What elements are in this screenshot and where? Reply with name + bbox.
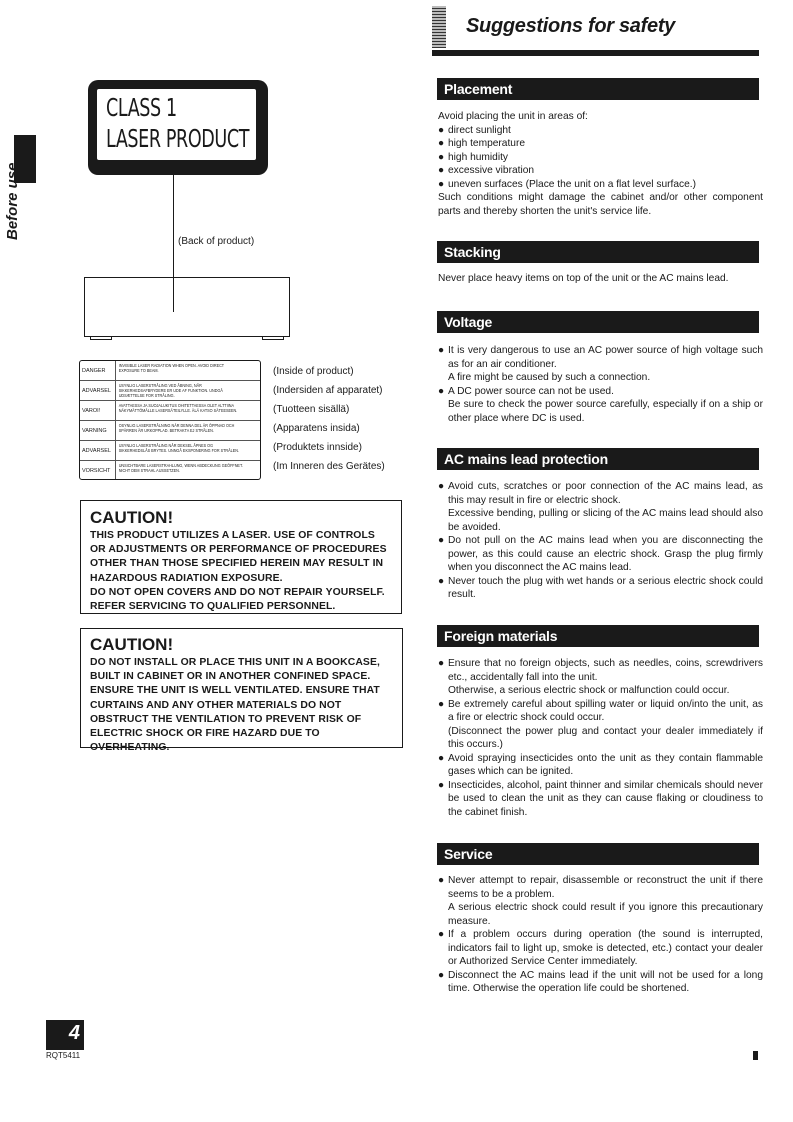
list-item: ● high temperature (438, 138, 526, 149)
list-item: ● Insecticides, alcohol, paint thinner and similar chemicals should never be used to clean the unit as they can cause flaking or cloudiness to the cabinet finish. (438, 779, 763, 818)
warning-caption: (Tuotteen sisällä) (273, 404, 350, 415)
warning-row (80, 441, 260, 461)
caution-body (90, 656, 394, 755)
caution-line: OTHER THAN THOSE SPECIFIED HEREIN MAY RESULT IN (90, 558, 384, 570)
bullet-icon: ● (438, 658, 445, 669)
warning-captions (273, 362, 385, 476)
list-item: ● A DC power source can not be used. (438, 385, 614, 397)
list-item: ● uneven surfaces (Place the unit on a flat level surface.) (438, 178, 697, 190)
list-item-note: Be sure to check the power source carefully, especially if on a ship or other place where DC is used. (448, 399, 763, 424)
list-item: ● high humidity (438, 151, 509, 163)
product-foot-left (90, 336, 112, 340)
caution-line: THIS PRODUCT UTILIZES A LASER. USE OF CONTROLS (90, 530, 375, 541)
bullet-icon: ● (438, 535, 445, 546)
laser-class-line1: CLASS 1 (106, 93, 177, 122)
placement-outro: Such conditions might damage the cabinet and/or other component parts and thereby shorten the unit's service life. (438, 192, 763, 217)
caution-line: ENSURE THE UNIT IS WELL VENTILATED. ENSURE THAT (90, 685, 380, 697)
caution-line: DO NOT INSTALL OR PLACE THIS UNIT IN A BOOKCASE, (90, 657, 380, 668)
bullet-icon: ● (438, 698, 445, 710)
list-item: ● Be extremely careful about spilling water or liquid on/into the unit, as a fire or electric shock could occur. (438, 698, 763, 723)
section-body-voltage (438, 344, 763, 425)
caution-line: OR ADJUSTMENTS OR PERFORMANCE OF PROCEDURES (90, 544, 387, 556)
list-item-note: Otherwise, a serious electric shock or malfunction could occur. (448, 685, 730, 696)
list-item: ● Avoid spraying insecticides onto the unit as they contain flammable gases which can be ignited. (438, 752, 763, 777)
caution-line: OBSTRUCT THE VENTILATION TO PREVENT RISK OF (90, 713, 362, 725)
bullet-icon: ● (438, 138, 445, 149)
product-foot-right (262, 336, 284, 340)
list-item-note: A fire might be caused by such a connection. (448, 372, 651, 383)
laser-class-label-inner (97, 89, 256, 160)
warning-text: USYNLIG LASERSTRÅLING NÅR DEKSEL ÅPNES OG SIKKERHEDSLÅS BRYTES. UNNGÅ EKSPONERING FOR STRÅLEN. (118, 443, 240, 453)
bullet-icon: ● (438, 752, 445, 764)
list-item: ● excessive vibration (438, 165, 535, 176)
section-heading-ac-mains: AC mains lead protection (437, 448, 759, 470)
bullet-icon: ● (438, 779, 445, 791)
list-item: ● Do not pull on the AC mains lead when you are disconnecting the power, as this could cause an electric shock. Grasp the plug firmly when you disconnect the AC mains lead. (438, 535, 763, 573)
caution-line: REFER SERVICING TO QUALIFIED PERSONNEL. (90, 601, 336, 613)
document-code: RQT5411 (46, 1051, 81, 1060)
warning-language: VAROI! (80, 401, 116, 420)
caution-title: CAUTION! (90, 635, 174, 654)
warning-row (80, 461, 260, 480)
caution-body (90, 529, 393, 614)
warning-language: DANGER (80, 361, 116, 380)
list-item: ● It is very dangerous to use an AC power source of high voltage such as for an air conditioner. (438, 345, 763, 370)
section-heading-placement: Placement (437, 78, 759, 100)
bullet-icon: ● (438, 385, 445, 397)
list-item: ● Ensure that no foreign objects, such as needles, coins, screwdrivers etc., accidentally fall into the unit. (438, 658, 763, 683)
list-item-note: A serious electric shock could result if you ignore this precautionary measure. (448, 902, 763, 927)
header-pattern-bar (432, 6, 446, 48)
list-item-note: Excessive bending, pulling or slicing of the AC mains lead should also be avoided. (448, 508, 763, 533)
list-item: ● Disconnect the AC mains lead if the unit will not be used for a long time. Otherwise the operation life could be shortened. (438, 969, 763, 994)
warning-caption: (Im Inneren des Gerätes) (273, 461, 385, 472)
stacking-text: Never place heavy items on top of the unit or the AC mains lead. (438, 273, 729, 284)
warning-text: USYNLIG LASERSTRÅLING VED ÅBNING, NÅR SIKKERHEDSAFBRYDERE ER UDE AF FUNKTION. UNDGÅ UDSÆTTELSE FOR STRÅLING. (118, 383, 223, 398)
list-item: ● direct sunlight (438, 124, 511, 136)
warning-row (80, 361, 260, 381)
page-title: Suggestions for safety (466, 15, 675, 37)
list-item: ● Never touch the plug with wet hands or a serious electric shock could result. (438, 575, 763, 600)
bullet-icon: ● (438, 969, 445, 981)
section-heading-stacking: Stacking (437, 241, 759, 263)
warning-row (80, 381, 260, 401)
caution-title: CAUTION! (90, 508, 174, 527)
warning-language: VORSICHT (80, 461, 116, 480)
bullet-icon: ● (438, 124, 445, 136)
section-body-ac-mains (438, 480, 763, 602)
warning-text: INVISIBLE LASER RADIATION WHEN OPEN. AVOID DIRECT EXPOSURE TO BEAM. (118, 363, 225, 373)
section-heading-service: Service (437, 843, 759, 865)
warning-text: OSYNLIG LASERSTRÅLNING NÄR DENNA DEL ÄR ÖPPNAD OCH SPÄRREN ÄR URKOPPLAD. BETRAKTA EJ STRÅLEN. (118, 423, 235, 433)
caution-line: DO NOT OPEN COVERS AND DO NOT REPAIR YOURSELF. (90, 586, 385, 598)
caution-line: OVERHEATING. (90, 742, 170, 754)
placement-intro: Avoid placing the unit in areas of: (438, 111, 588, 122)
laser-warning-label (79, 360, 261, 480)
list-item: ● If a problem occurs during operation (the sound is interrupted, indicators fail to light up, smoke is detected, etc.) contact your dealer or Authorized Service Center immediately. (438, 929, 763, 967)
back-of-product-caption: (Back of product) (178, 236, 255, 247)
caution-line: CURTAINS AND ANY OTHER MATERIALS DO NOT (90, 699, 342, 711)
caution-line: ELECTRIC SHOCK OR FIRE HAZARD DUE TO (90, 728, 320, 740)
warning-caption: (Indersiden af apparatet) (273, 385, 383, 396)
page-number: 4 (68, 1022, 80, 1044)
bullet-icon: ● (438, 481, 445, 492)
bullet-icon: ● (438, 151, 445, 163)
list-item: ● Never attempt to repair, disassemble or reconstruct the unit if there seems to be a problem. (438, 875, 763, 900)
warning-language: ADVARSEL (80, 381, 116, 400)
product-outline-illustration (84, 277, 290, 337)
section-body-foreign-materials (438, 657, 763, 819)
bullet-icon: ● (438, 875, 445, 886)
section-body-service (438, 874, 763, 996)
section-tab-label: Before use (4, 162, 21, 240)
laser-class-line2: LASER PRODUCT (106, 124, 250, 153)
warning-language: VARNING (80, 421, 116, 440)
warning-row (80, 421, 260, 441)
bullet-icon: ● (438, 178, 445, 190)
caution-line: HAZARDOUS RADIATION EXPOSURE. (90, 572, 283, 584)
section-body-stacking (438, 272, 763, 286)
list-item: ● Avoid cuts, scratches or poor connection of the AC mains lead, as this may result in fire or electric shock. (438, 481, 763, 506)
warning-row (80, 401, 260, 421)
list-item-note: (Disconnect the power plug and contact your dealer immediately if this occurs.) (448, 725, 763, 750)
section-body-placement (438, 110, 763, 218)
warning-language: ADVARSEL (80, 441, 116, 460)
section-heading-voltage: Voltage (437, 311, 759, 333)
bullet-icon: ● (438, 575, 445, 587)
ventilation-caution-box (80, 628, 403, 754)
warning-text: AVATTAESSA JA SUOJALUKITUS OHITETTAESSA OLET ALTTIINA NÄKYMÄTTÖMÄLLE LASERSÄTEILYLLE. ÄLÄ KATSO SÄTEESEEN. (118, 403, 238, 413)
warning-caption: (Produktets innside) (273, 442, 362, 453)
bullet-icon: ● (438, 345, 445, 356)
section-heading-foreign-materials: Foreign materials (437, 625, 759, 647)
bullet-icon: ● (438, 165, 445, 176)
caution-line: BUILT IN CABINET OR IN ANOTHER CONFINED SPACE. (90, 671, 371, 683)
warning-text: UNSICHTBARE LASERSTRAHLUNG, WENN ABDECKUNG GEÖFFNET. NICHT DEM STRAHL AUSSETZEN. (118, 463, 243, 473)
page-edge-mark (753, 1051, 758, 1060)
header-rule (432, 50, 759, 56)
warning-caption: (Inside of product) (273, 366, 354, 377)
laser-caution-box (80, 500, 402, 614)
bullet-icon: ● (438, 929, 445, 940)
warning-caption: (Apparatens insida) (273, 423, 360, 434)
